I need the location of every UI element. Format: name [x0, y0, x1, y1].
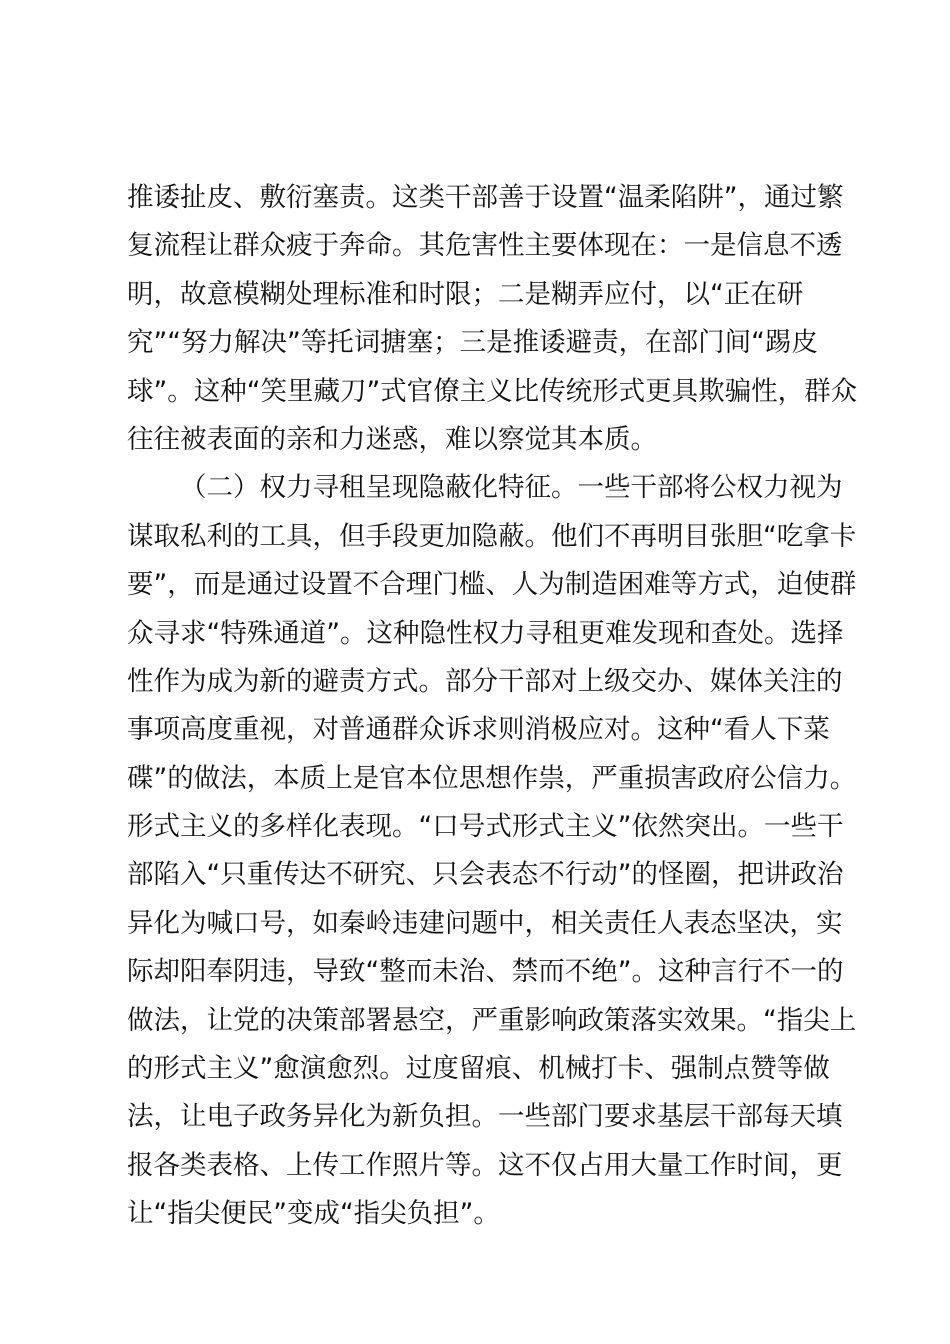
- section-heading-line: （二）权力寻租呈现隐蔽化特征。一些干部将公权力视为: [180, 472, 843, 504]
- text-line: 推诿扯皮、敷衍塞责。这类干部善于设置“温柔陷阱”，通过繁: [127, 182, 844, 213]
- text-line: 性作为成为新的避责方式。部分干部对上级交办、媒体关注的: [127, 665, 843, 697]
- text-line: 复流程让群众疲于奔命。其危害性主要体现在：一是信息不透: [127, 230, 843, 262]
- text-line: 异化为喊口号，如秦岭违建问题中，相关责任人表态坚决，实: [127, 907, 843, 939]
- text-line: 际却阳奉阴违，导致“整而未治、禁而不绝”。这种言行不一的: [127, 956, 844, 988]
- text-line: 往往被表面的亲和力迷惑，难以察觉其本质。: [127, 423, 657, 455]
- text-line: 究”“努力解决”等托词搪塞；三是推诿避责，在部门间“踢皮: [127, 327, 818, 359]
- text-line: 碟”的做法，本质上是官本位思想作祟，严重损害政府公信力。: [127, 762, 857, 794]
- text-line: 形式主义的多样化表现。“口号式形式主义”依然突出。一些干: [127, 811, 844, 843]
- body-text: [127, 174, 858, 1239]
- text-line: 报各类表格、上传工作照片等。这不仅占用大量工作时间，更: [127, 1149, 843, 1181]
- text-line: 谋取私利的工具，但手段更加隐蔽。他们不再明目张胆“吃拿卡: [127, 520, 857, 552]
- text-line: 法，让电子政务异化为新负担。一些部门要求基层干部每天填: [127, 1101, 843, 1133]
- text-line: 明，故意模糊处理标准和时限；二是糊弄应付，以“正在研: [127, 278, 804, 310]
- text-line: 做法，让党的决策部署悬空，严重影响政策落实效果。“指尖上: [127, 1004, 857, 1036]
- text-line: 让“指尖便民”变成“指尖负担”。: [127, 1198, 500, 1230]
- text-line: 球”。这种“笑里藏刀”式官僚主义比传统形式更具欺骗性，群众: [127, 375, 858, 407]
- text-line: 的形式主义”愈演愈烈。过度留痕、机械打卡、强制点赞等做: [127, 1053, 830, 1085]
- text-line: 部陷入“只重传达不研究、只会表态不行动”的怪圈，把讲政治: [127, 859, 844, 891]
- text-line: 要”，而是通过设置不合理门槛、人为制造困难等方式，迫使群: [127, 569, 857, 601]
- text-line: 众寻求“特殊通道”。这种隐性权力寻租更难发现和查处。选择: [127, 617, 844, 649]
- text-line: 事项高度重视，对普通群众诉求则消极应对。这种“看人下菜: [127, 714, 830, 746]
